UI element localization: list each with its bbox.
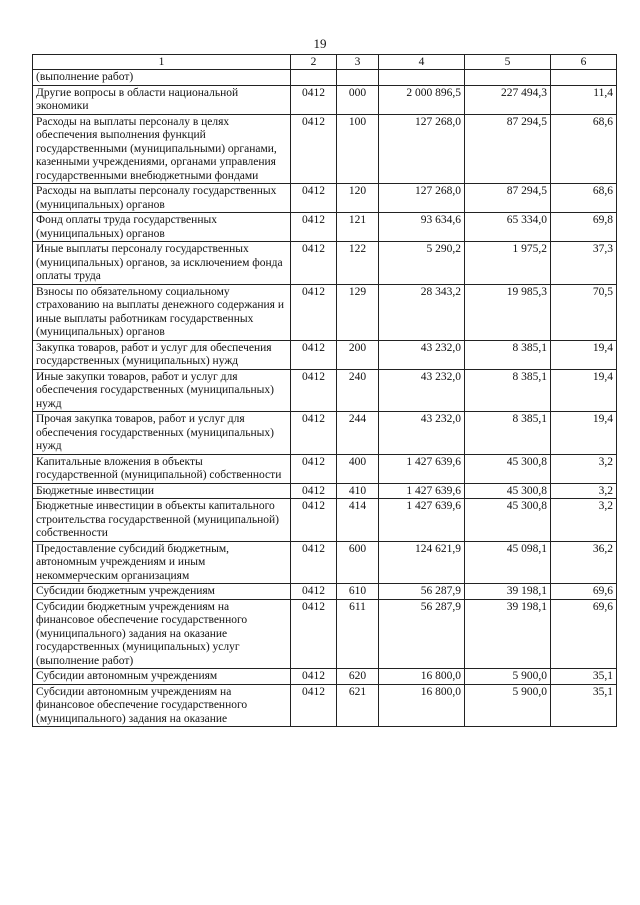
section-code-cell: 0412 (291, 85, 337, 114)
expense-type-cell: 410 (337, 483, 379, 499)
table-row (33, 684, 617, 727)
executed-amount-cell: 8 385,1 (465, 412, 551, 455)
percent-cell: 69,8 (551, 213, 617, 242)
executed-amount-cell: 19 985,3 (465, 284, 551, 340)
row-name-cell: Иные выплаты персоналу государственных (муниципальных) органов, за исключением фонда оплаты труда (33, 242, 291, 285)
row-name-cell: Прочая закупка товаров, работ и услуг для обеспечения государственных (муниципальных) нужд (33, 412, 291, 455)
expense-type-cell: 600 (337, 541, 379, 584)
table-row (33, 541, 617, 584)
approved-amount-cell: 43 232,0 (379, 340, 465, 369)
table-row (33, 369, 617, 412)
percent-cell: 68,6 (551, 114, 617, 184)
expense-type-cell: 100 (337, 114, 379, 184)
percent-cell: 69,6 (551, 584, 617, 600)
percent-cell: 68,6 (551, 184, 617, 213)
table-row (33, 213, 617, 242)
expense-type-cell: 120 (337, 184, 379, 213)
expense-type-cell: 122 (337, 242, 379, 285)
executed-amount-cell: 65 334,0 (465, 213, 551, 242)
section-code-cell (291, 70, 337, 86)
row-name-cell: Предоставление субсидий бюджетным, автономным учреждениям и иным некоммерческим организациям (33, 541, 291, 584)
table-row (33, 499, 617, 542)
row-name-cell: Субсидии автономным учреждениям (33, 669, 291, 685)
section-code-cell: 0412 (291, 340, 337, 369)
approved-amount-cell: 2 000 896,5 (379, 85, 465, 114)
expense-type-cell: 244 (337, 412, 379, 455)
approved-amount-cell: 127 268,0 (379, 114, 465, 184)
approved-amount-cell: 56 287,9 (379, 584, 465, 600)
executed-amount-cell: 45 098,1 (465, 541, 551, 584)
header-col-3: 3 (337, 55, 379, 70)
section-code-cell: 0412 (291, 584, 337, 600)
percent-cell: 37,3 (551, 242, 617, 285)
percent-cell: 19,4 (551, 412, 617, 455)
approved-amount-cell: 1 427 639,6 (379, 483, 465, 499)
row-name-cell: Взносы по обязательному социальному страхованию на выплаты денежного содержания и иные выплаты работникам государственных (муниципальных) органов (33, 284, 291, 340)
approved-amount-cell: 16 800,0 (379, 669, 465, 685)
table-row (33, 412, 617, 455)
approved-amount-cell: 56 287,9 (379, 599, 465, 669)
executed-amount-cell: 45 300,8 (465, 499, 551, 542)
header-col-2: 2 (291, 55, 337, 70)
row-name-cell: Фонд оплаты труда государственных (муниципальных) органов (33, 213, 291, 242)
percent-cell: 3,2 (551, 454, 617, 483)
expense-type-cell: 129 (337, 284, 379, 340)
percent-cell: 19,4 (551, 369, 617, 412)
table-header-row (33, 55, 617, 70)
approved-amount-cell: 43 232,0 (379, 369, 465, 412)
expense-type-cell: 400 (337, 454, 379, 483)
approved-amount-cell: 93 634,6 (379, 213, 465, 242)
row-name-cell: Бюджетные инвестиции в объекты капитального строительства государственной (муниципальной) собственности (33, 499, 291, 542)
section-code-cell: 0412 (291, 242, 337, 285)
executed-amount-cell: 87 294,5 (465, 114, 551, 184)
approved-amount-cell: 124 621,9 (379, 541, 465, 584)
row-name-cell: Бюджетные инвестиции (33, 483, 291, 499)
expense-type-cell: 240 (337, 369, 379, 412)
table-row (33, 242, 617, 285)
section-code-cell: 0412 (291, 454, 337, 483)
expense-type-cell (337, 70, 379, 86)
expense-type-cell: 621 (337, 684, 379, 727)
executed-amount-cell (465, 70, 551, 86)
section-code-cell: 0412 (291, 284, 337, 340)
percent-cell: 3,2 (551, 499, 617, 542)
header-col-1: 1 (33, 55, 291, 70)
section-code-cell: 0412 (291, 669, 337, 685)
expense-type-cell: 620 (337, 669, 379, 685)
row-name-cell: Субсидии бюджетным учреждениям на финансовое обеспечение государственного (муниципального) задания на оказание государственных (муниципальных) услуг (выполнение работ) (33, 599, 291, 669)
table-row (33, 114, 617, 184)
section-code-cell: 0412 (291, 684, 337, 727)
executed-amount-cell: 45 300,8 (465, 454, 551, 483)
section-code-cell: 0412 (291, 499, 337, 542)
row-name-cell: Расходы на выплаты персоналу в целях обеспечения выполнения функций государственными (муниципальными) органами, казенными учреждениями, органами управления государственными внебюджетными фондами (33, 114, 291, 184)
percent-cell: 35,1 (551, 669, 617, 685)
row-name-cell: Субсидии бюджетным учреждениям (33, 584, 291, 600)
executed-amount-cell: 227 494,3 (465, 85, 551, 114)
percent-cell: 35,1 (551, 684, 617, 727)
page-number: 19 (313, 36, 327, 51)
approved-amount-cell: 43 232,0 (379, 412, 465, 455)
percent-cell: 19,4 (551, 340, 617, 369)
executed-amount-cell: 5 900,0 (465, 669, 551, 685)
row-name-cell: Субсидии автономным учреждениям на финансовое обеспечение государственного (муниципального) задания на оказание (33, 684, 291, 727)
section-code-cell: 0412 (291, 541, 337, 584)
expense-type-cell: 121 (337, 213, 379, 242)
expense-type-cell: 414 (337, 499, 379, 542)
table-row (33, 184, 617, 213)
row-name-cell: Капитальные вложения в объекты государственной (муниципальной) собственности (33, 454, 291, 483)
table-row (33, 584, 617, 600)
percent-cell (551, 70, 617, 86)
row-name-cell: Расходы на выплаты персоналу государственных (муниципальных) органов (33, 184, 291, 213)
section-code-cell: 0412 (291, 483, 337, 499)
row-name-cell: Иные закупки товаров, работ и услуг для обеспечения государственных (муниципальных) нужд (33, 369, 291, 412)
percent-cell: 11,4 (551, 85, 617, 114)
section-code-cell: 0412 (291, 412, 337, 455)
budget-table (32, 54, 617, 727)
executed-amount-cell: 8 385,1 (465, 340, 551, 369)
table-row (33, 454, 617, 483)
section-code-cell: 0412 (291, 369, 337, 412)
expense-type-cell: 610 (337, 584, 379, 600)
approved-amount-cell: 1 427 639,6 (379, 499, 465, 542)
approved-amount-cell: 127 268,0 (379, 184, 465, 213)
row-name-cell: Закупка товаров, работ и услуг для обеспечения государственных (муниципальных) нужд (33, 340, 291, 369)
section-code-cell: 0412 (291, 213, 337, 242)
section-code-cell: 0412 (291, 114, 337, 184)
executed-amount-cell: 8 385,1 (465, 369, 551, 412)
approved-amount-cell: 16 800,0 (379, 684, 465, 727)
executed-amount-cell: 39 198,1 (465, 584, 551, 600)
executed-amount-cell: 45 300,8 (465, 483, 551, 499)
expense-type-cell: 200 (337, 340, 379, 369)
row-name-cell: Другие вопросы в области национальной экономики (33, 85, 291, 114)
table-row (33, 669, 617, 685)
executed-amount-cell: 87 294,5 (465, 184, 551, 213)
row-name-cell: (выполнение работ) (33, 70, 291, 86)
table-row (33, 85, 617, 114)
approved-amount-cell: 5 290,2 (379, 242, 465, 285)
approved-amount-cell (379, 70, 465, 86)
header-col-6: 6 (551, 55, 617, 70)
table-row (33, 599, 617, 669)
percent-cell: 36,2 (551, 541, 617, 584)
approved-amount-cell: 28 343,2 (379, 284, 465, 340)
approved-amount-cell: 1 427 639,6 (379, 454, 465, 483)
percent-cell: 70,5 (551, 284, 617, 340)
section-code-cell: 0412 (291, 599, 337, 669)
table-row (33, 70, 617, 86)
executed-amount-cell: 5 900,0 (465, 684, 551, 727)
executed-amount-cell: 39 198,1 (465, 599, 551, 669)
table-row (33, 284, 617, 340)
percent-cell: 69,6 (551, 599, 617, 669)
section-code-cell: 0412 (291, 184, 337, 213)
expense-type-cell: 611 (337, 599, 379, 669)
expense-type-cell: 000 (337, 85, 379, 114)
table-row (33, 340, 617, 369)
table-row (33, 483, 617, 499)
executed-amount-cell: 1 975,2 (465, 242, 551, 285)
percent-cell: 3,2 (551, 483, 617, 499)
header-col-5: 5 (465, 55, 551, 70)
header-col-4: 4 (379, 55, 465, 70)
